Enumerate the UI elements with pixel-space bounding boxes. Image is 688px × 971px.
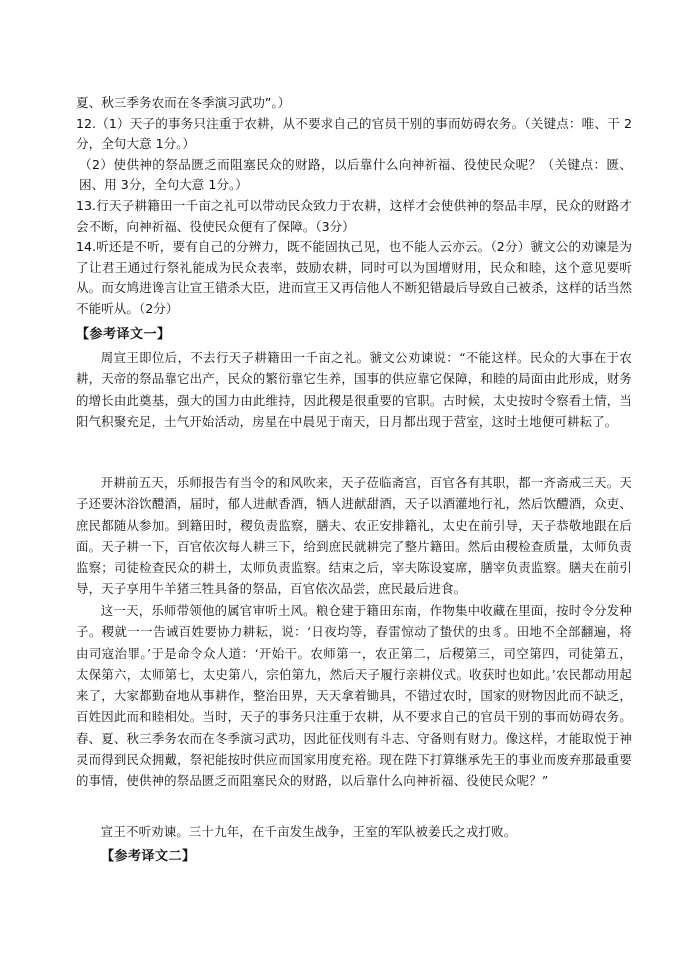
section-title-translation-1: 【参考译文一】	[76, 327, 171, 342]
translation-text-2: 开耕前五天，乐师报告有当令的和风吹来，天子莅临斋宫，百官各有其职，都一齐斋戒三天。天子还要沐浴饮醴酒，届时，郁人进献香酒，牺人进献甜酒，天子以酒灌地行礼，然后饮醴酒，众吏、庶民都随从参加。到籍田时，稷负责监察，膳夫、农正安排籍礼，太史在前引导，天子恭敬地跟在后面。天子耕一下，百官依次每人耕三下，给到庶民就耕完了整片籍田。然后由稷检查质量，太师负责监察；司徒检查民众的耕土，太师负责监察。结束之后，宰夫陈设宴席，膳宰负责监察。膳夫在前引导，天子享用牛羊猪三牲具备的祭品，百官依次品尝，庶民最后进食。	[76, 475, 632, 597]
answer-q14: 14.听还是不听，要有自己的分辨力，既不能固执己见，也不能人云亦云。（2分）虢文公的劝谏是为了让君王通过行祭礼能成为民众表率，鼓励农耕，同时可以为国增财用，民众和睦，这个意见要听从。而女鸠进谗言让宣王错杀大臣，进而宣王又再信他人不断犯错最后导致自己被杀，这样的话当然不能听从。（2分）	[76, 239, 632, 316]
translation-text-3: 这一天，乐师带领他的属官审听土风。粮仓建于籍田东南，作物集中收藏在里面，按时令分发种子。稷就一一告诫百姓要协力耕耘，说：‘日夜均等，春雷惊动了蛰伏的虫豸。田地不全部翻遍，将由司寇治罪。’于是命令众人道：‘开始干。农师第一，农正第二，后稷第三，司空第四，司徒第五，太保第六，太师第七，太史第八，宗伯第九，然后天子履行亲耕仪式。收获时也如此。’农民都动用起来了，大家都勤奋地从事耕作，整治田界，天天拿着锄具，不错过农时，国家的财物因此而不缺乏，百姓因此而和睦相处。当时，天子的事务只注重于农耕，从不要求自己的官员干别的事而妨碍农务。春、夏、秋三季务农而在冬季演习武功，因此征伐则有斗志、守备则有财力。像这样，才能取悦于神灵而得到民众拥戴，祭祀能按时供应而国家用度充裕。现在陛下打算继承先王的事业而废弃那最重要的事情，使供神的祭品匮乏而阻塞民众的财路，以后靠什么向神祈福、役使民众呢？”	[76, 603, 632, 789]
translation-paragraph-4	[76, 821, 632, 842]
answer-q12-part1: 12.（1）天子的事务只注重于农耕，从不要求自己的官员干别的事而妨碍农务。（关键点：唯、干 2分，全句大意 1分。）	[76, 115, 632, 152]
answer-q12-part2: （2）使供神的祭品匮乏而阻塞民众的财路，以后靠什么向神祈福、役使民众呢？（关键点：匮、困、用 3分，全句大意 1分。）	[79, 156, 632, 193]
answer-q13: 13.行天子耕籍田一千亩之礼可以带动民众致力于农耕，这样才会使供神的祭品丰厚，民众的财路才会不断，向神祈福、役使民众便有了保障。（3分）	[76, 197, 632, 234]
translation-paragraph-3	[76, 600, 632, 792]
section-title-translation-2: 【参考译文二】	[101, 849, 196, 864]
answer-section	[76, 93, 632, 320]
translation-paragraph-1	[76, 347, 632, 432]
translation-text-4: 宣王不听劝谏。三十九年，在千亩发生战争，王室的军队被姜氏之戎打败。	[100, 824, 517, 839]
translation-text-1: 周宣王即位后，不去行天子耕籍田一千亩之礼。虢文公劝谏说：“不能这样。民众的大事在于农耕，天帝的祭品靠它出产，民众的繁衍靠它生养，国事的供应靠它保障，和睦的局面由此形成，财务的增长由此奠基，强大的国力由此维持，因此稷是很重要的官职。古时候，太史按时令察看土情，当阳气积聚充足，土气开始活动，房星在中晨见于南天，日月都出现于营室，这时土地便可耕耘了。	[76, 350, 632, 429]
translation-paragraph-2	[76, 472, 632, 600]
answer-continuation: 夏、秋三季务农而在冬季演习武功”。）	[76, 95, 291, 110]
